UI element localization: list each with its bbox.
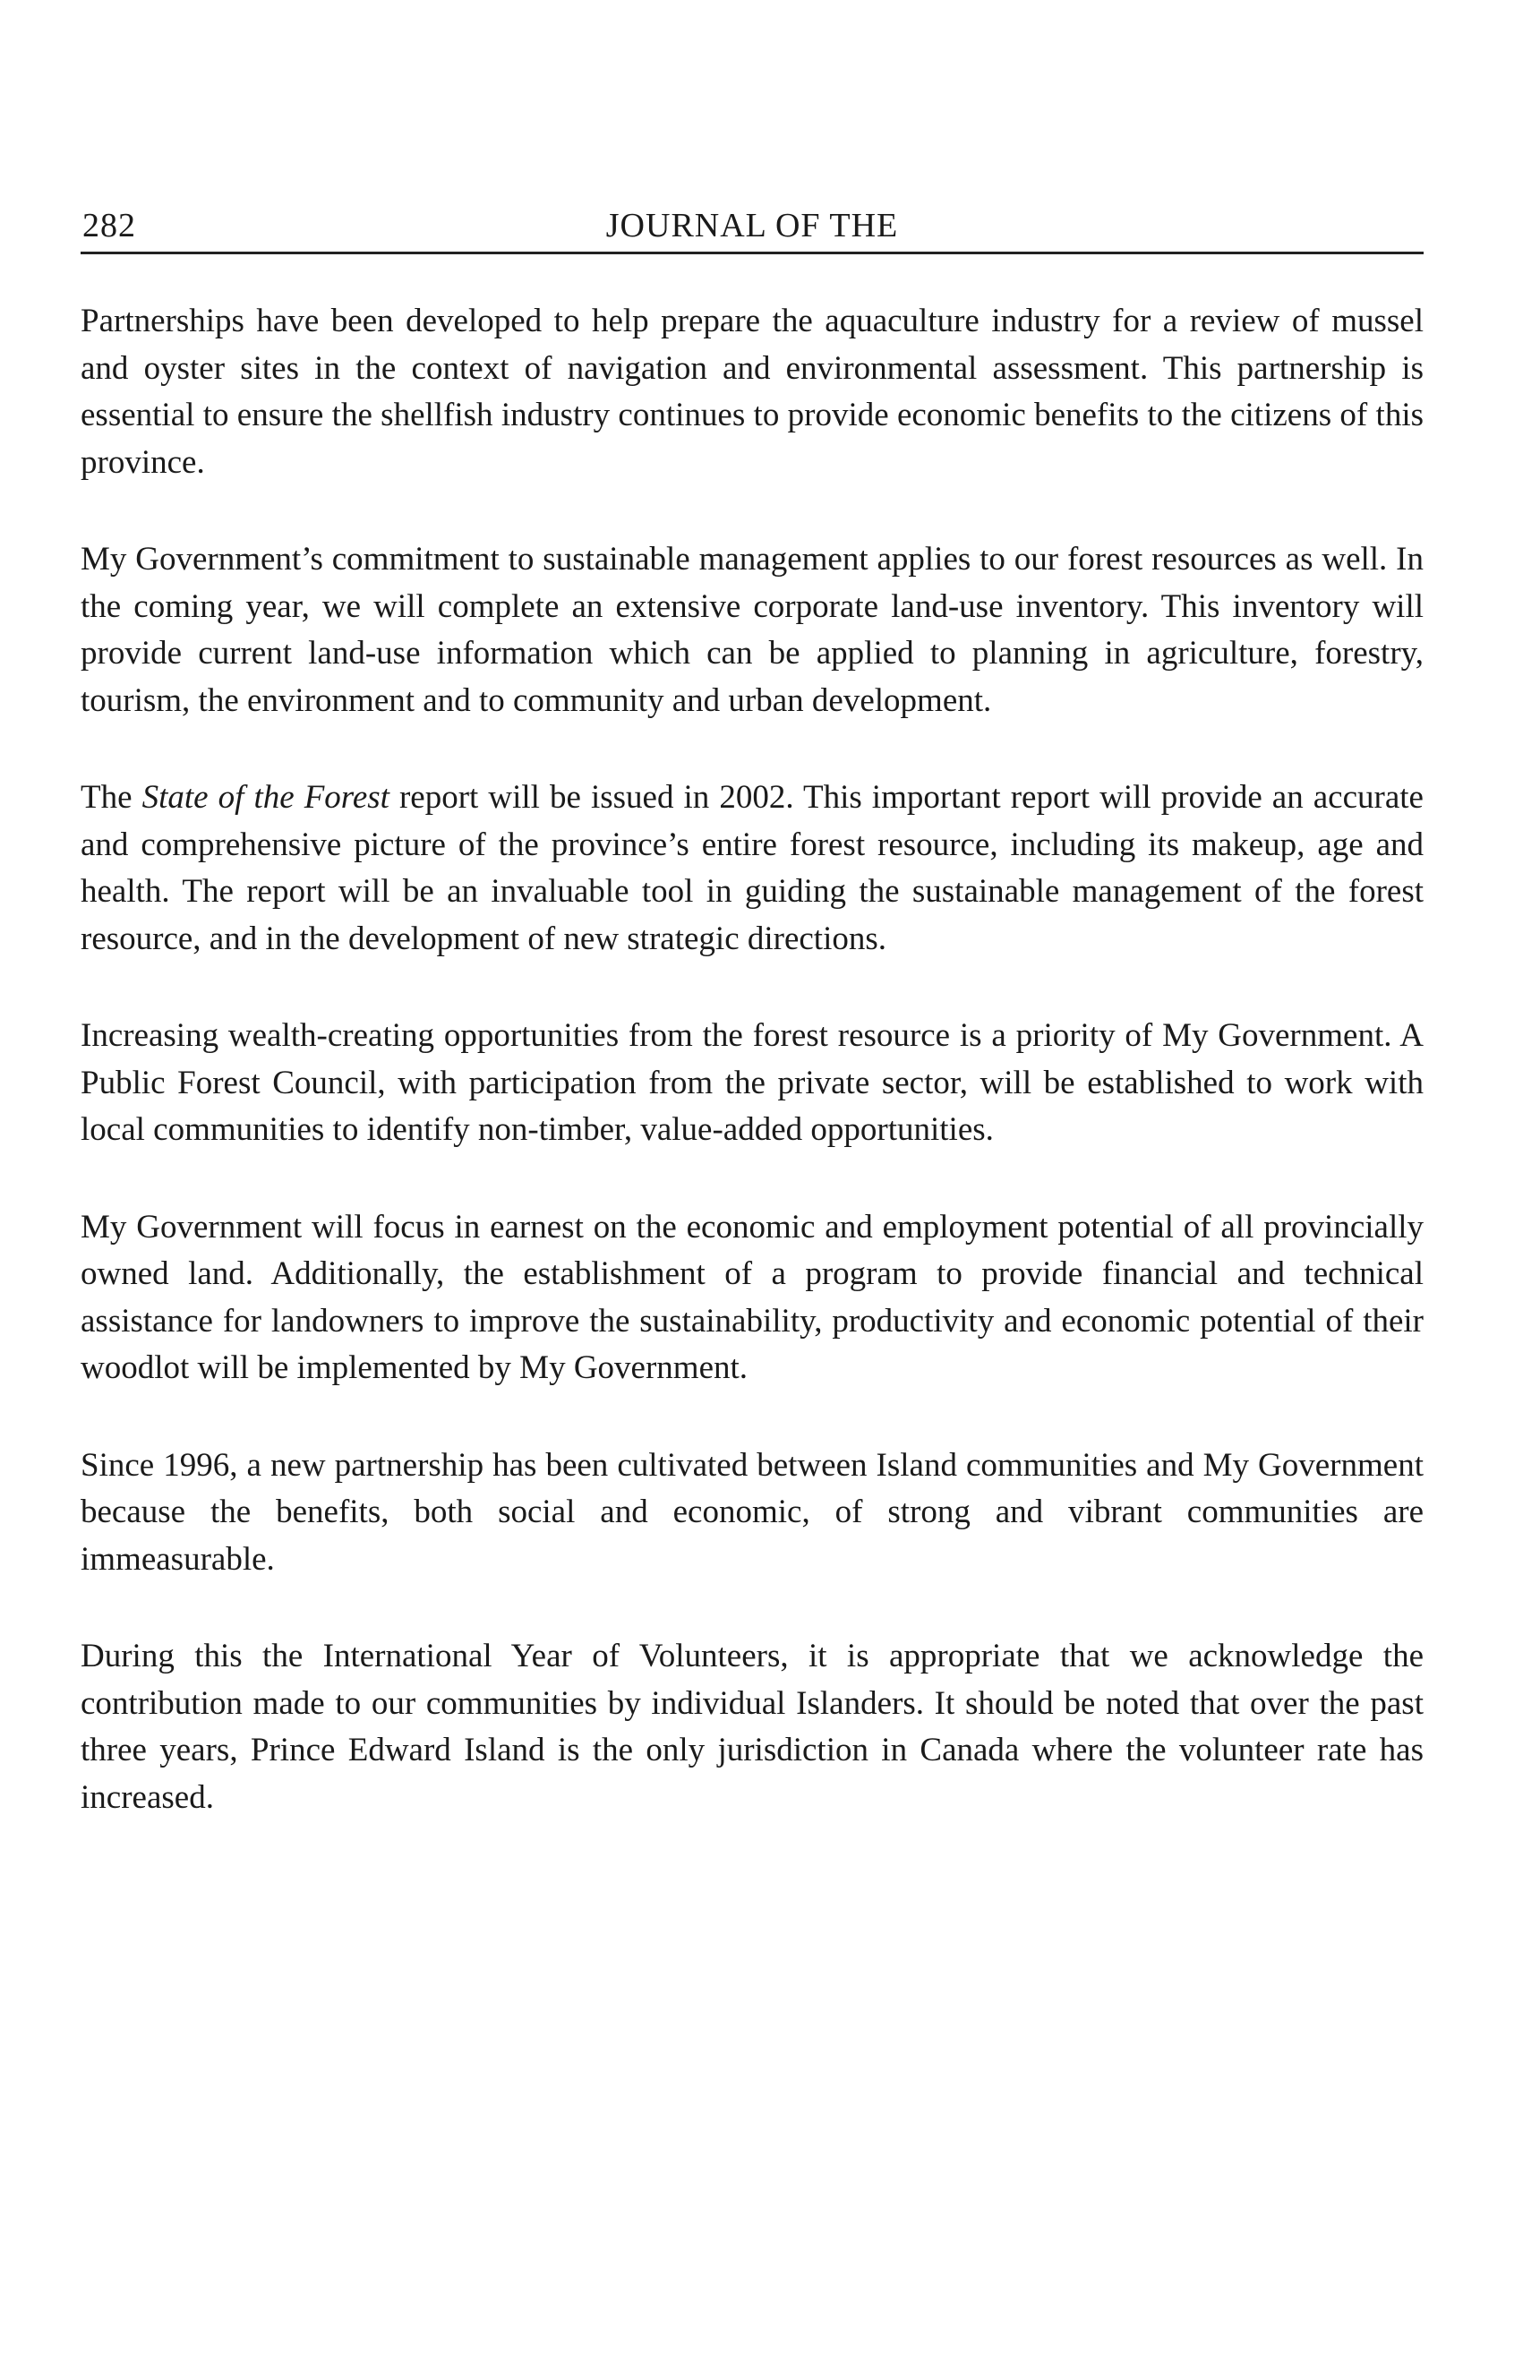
body-text <box>81 298 1424 1821</box>
document-page <box>81 0 1424 2380</box>
paragraph-forest-management: My Government’s commitment to sustainable management applies to our forest resources as well. In the coming year, we will complete an extensive corporate land-use inventory. This inventory will provide current land-use information which can be applied to planning in agriculture, forestry, tourism, the environment and to community and urban development. <box>81 541 1424 719</box>
paragraph-text-rest: report will be issued in 2002. This important report will provide an accurate and comprehensive picture of the province’s entire forest resource, including its makeup, age and health. The report will be an invaluable tool in guiding the sustainable management of the forest resource, and in the development of new strategic directions. <box>81 779 1424 957</box>
paragraph-text-lead: The <box>81 779 142 816</box>
paragraph-state-of-forest-report <box>81 775 1424 963</box>
running-header <box>81 204 1424 254</box>
paragraph-public-forest-council: Increasing wealth-creating opportunities from the forest resource is a priority of My Government. A Public Forest Council, with participation from the private sector, will be established to work with local communities to identify non-timber, value-added opportunities. <box>81 1017 1424 1148</box>
report-title: State of the Forest <box>141 779 389 816</box>
journal-title: JOURNAL OF THE <box>605 207 899 244</box>
page-number: 282 <box>82 207 136 244</box>
paragraph-aquaculture-partnerships: Partnerships have been developed to help prepare the aquaculture industry for a review of mussel and oyster sites in the context of navigation and environmental assessment. This partnership is essential to ensure the shellfish industry continues to provide economic benefits to the citizens of this province. <box>81 303 1424 481</box>
paragraph-provincial-land: My Government will focus in earnest on the economic and employment potential of all provincially owned land. Additionally, the establishment of a program to provide financial and technical assistance for landowners to improve the sustainability, productivity and economic potential of their woodlot will be implemented by My Government. <box>81 1208 1424 1386</box>
paragraph-year-of-volunteers: During this the International Year of Volunteers, it is appropriate that we acknowledge the contribution made to our communities by individual Islanders. It should be noted that over the past three years, Prince Edward Island is the only jurisdiction in Canada where the volunteer rate has increased. <box>81 1638 1424 1816</box>
paragraph-island-communities: Since 1996, a new partnership has been cultivated between Island communities and My Government because the benefits, both social and economic, of strong and vibrant communities are immeasurable. <box>81 1446 1424 1578</box>
